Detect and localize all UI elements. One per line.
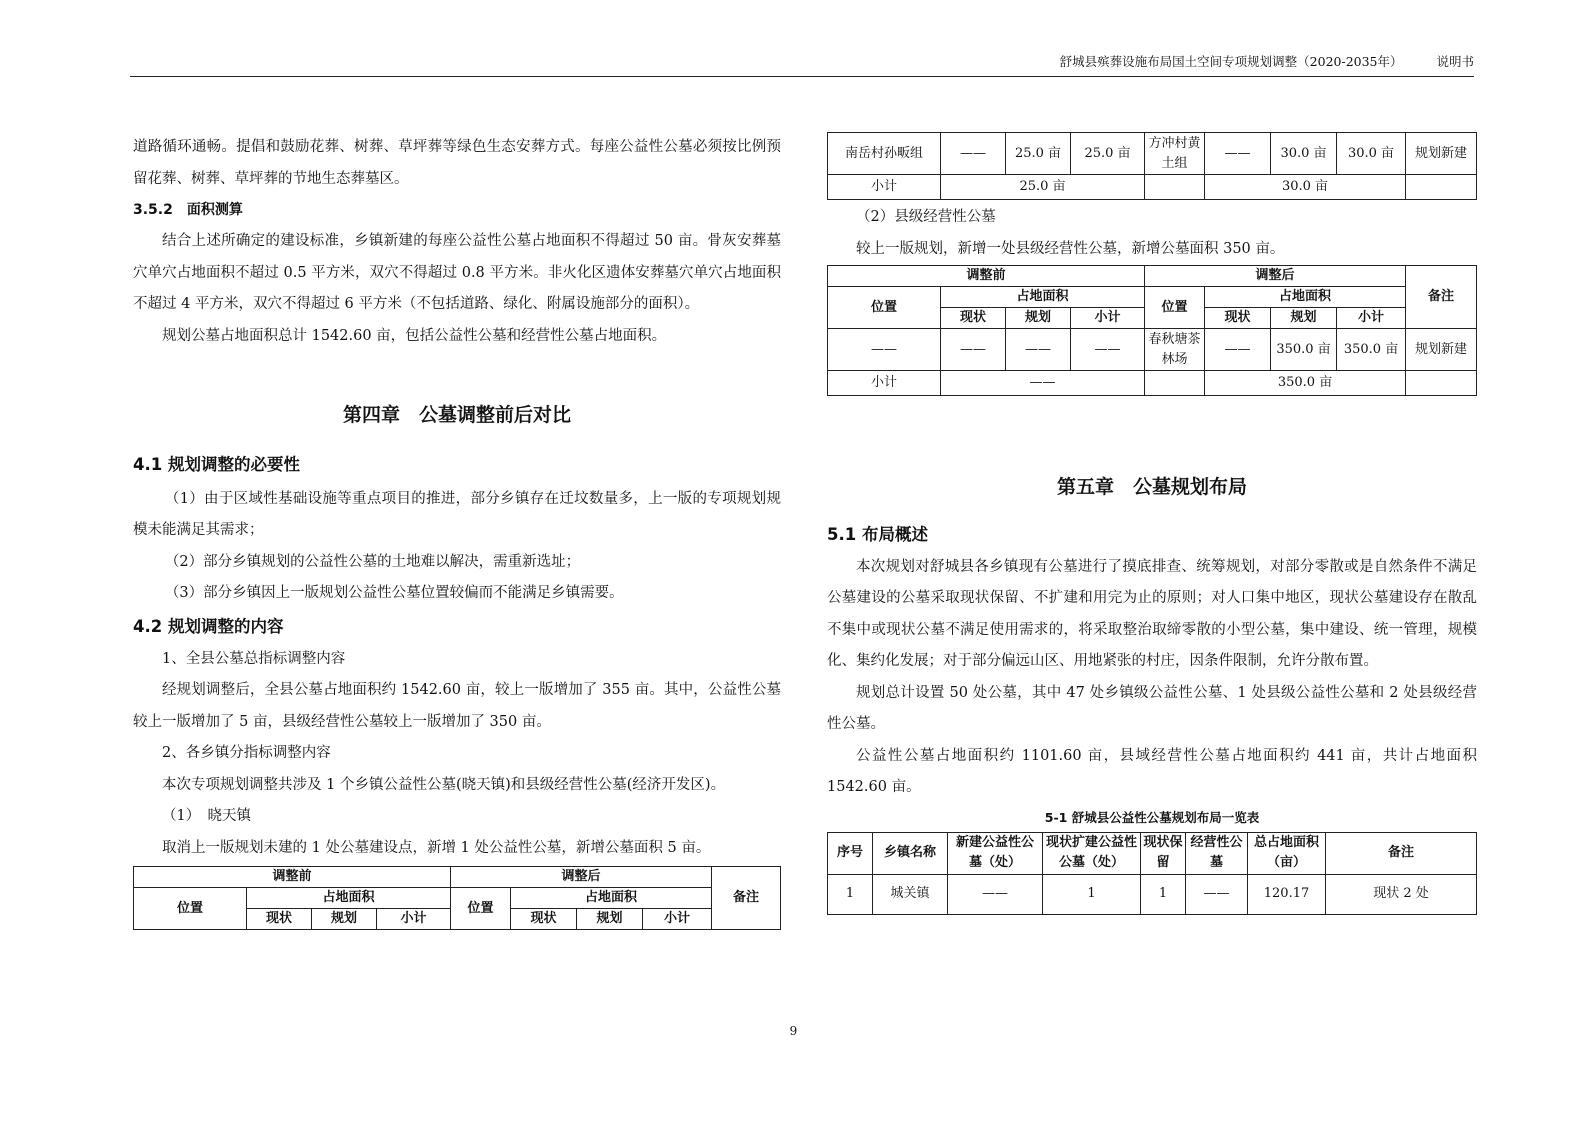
cell-plan-after: 30.0 亩 [1271, 133, 1337, 175]
cell-remark: 规划新建 [1406, 329, 1477, 371]
table-header-plan: 规划 [577, 909, 643, 930]
cell-total-area: 120.17 [1248, 874, 1326, 914]
paragraph: （1） 晓天镇 [162, 808, 251, 824]
section-heading-5-1: 5.1 布局概述 [827, 524, 928, 544]
cell-subtotal-before: 25.0 亩 [1071, 133, 1145, 175]
paragraph: 规划公墓占地面积总计 1542.60 亩，包括公益性公墓和经营性公墓占地面积。 [162, 327, 667, 344]
table-header-area: 占地面积 [941, 287, 1145, 308]
cell-status-after: —— [1205, 329, 1271, 371]
cell-status-before: —— [941, 329, 1006, 371]
cell-subtotal-before: —— [1071, 329, 1145, 371]
cell-location-after: 方冲村黄土组 [1145, 133, 1205, 175]
table-header-town: 乡镇名称 [873, 832, 948, 874]
chapter-title-5: 第五章 公墓规划布局 [1056, 476, 1247, 498]
paragraph: 较上一版规划，新增一处县级经营性公墓，新增公墓面积 350 亩。 [856, 240, 1285, 257]
paragraph: 规划总计设置 50 处公墓，其中 47 处乡镇级公益性公墓、1 处县级公益性公墓和 2 处县级经营性公墓。 [827, 684, 1477, 732]
right-column [827, 132, 1477, 915]
table-header-plan: 规划 [312, 909, 377, 930]
table-header-location: 位置 [828, 287, 941, 329]
header-doc-type: 说明书 [1436, 54, 1474, 69]
table-header-after: 调整后 [451, 867, 712, 888]
cell-location-after: 春秋塘茶林场 [1145, 329, 1205, 371]
cell-subtotal-after: 350.0 亩 [1337, 329, 1406, 371]
adjustment-table-header [133, 866, 781, 930]
cell-total-label: 小计 [828, 371, 941, 396]
table-header-area: 占地面积 [247, 888, 451, 909]
cell-total-before: —— [941, 371, 1145, 396]
paragraph: 结合上述所确定的建设标准，乡镇新建的每座公益性公墓占地面积不得超过 50 亩。骨灰安葬墓穴单穴占地面积不超过 0.5 平方米，双穴不得超过 0.8 平方米。非火化区遗体安葬墓穴单穴占地面积不超过 4 平方米，双穴不得超过 6 平方米（不包括道路、绿化、附属设施部分的面积）。 [133, 233, 781, 312]
table-header-remark: 备注 [712, 867, 781, 930]
table-header-location: 位置 [451, 888, 511, 930]
cell-commercial: —— [1186, 874, 1248, 914]
cell-plan-before: —— [1006, 329, 1071, 371]
cell-new-public: —— [948, 874, 1043, 914]
cell-total-before: 25.0 亩 [941, 175, 1145, 200]
table-row [828, 133, 1477, 175]
paragraph: 经规划调整后，全县公墓占地面积约 1542.60 亩，较上一版增加了 355 亩。其中，公益性公墓较上一版增加了 5 亩，县级经营性公墓较上一版增加了 350 亩。 [133, 682, 781, 730]
section-heading-4-1: 4.1 规划调整的必要性 [133, 454, 300, 474]
table-total-row [828, 371, 1477, 396]
cell-town: 城关镇 [873, 874, 948, 914]
paragraph: 公益性公墓占地面积约 1101.60 亩，县域经营性公墓占地面积约 441 亩，共计占地面积 1542.60 亩。 [827, 747, 1477, 795]
table-header-subtotal: 小计 [1337, 308, 1406, 329]
table-header-after: 调整后 [1145, 266, 1406, 287]
table-caption: 5-1 舒城县公益性公墓规划布局一览表 [1044, 809, 1260, 825]
cell-total-after: 30.0 亩 [1205, 175, 1406, 200]
table-header-subtotal: 小计 [377, 909, 451, 930]
cell-plan-before: 25.0 亩 [1006, 133, 1071, 175]
paragraph: 道路循环通畅。提倡和鼓励花葬、树葬、草坪葬等绿色生态安葬方式。每座公益性公墓必须按比例预留花葬、树葬、草坪葬的节地生态葬墓区。 [133, 139, 781, 187]
paragraph: （2）县级经营性公墓 [856, 209, 996, 225]
paragraph: 1、全县公墓总指标调整内容 [162, 650, 346, 667]
table-header-remark: 备注 [1406, 266, 1477, 329]
paragraph: 本次专项规划调整共涉及 1 个乡镇公益性公墓(晓天镇)和县级经营性公墓(经济开发区)。 [162, 776, 726, 793]
cell-location-before: 南岳村孙畈组 [828, 133, 941, 175]
table-header-plan: 规划 [1006, 308, 1071, 329]
table-row [828, 874, 1477, 914]
cell-location-before: —— [828, 329, 941, 371]
table-header-new-public: 新建公益性公墓（处） [948, 832, 1043, 874]
paragraph: （3）部分乡镇因上一版规划公益性公墓位置较偏而不能满足乡镇需要。 [164, 585, 624, 601]
table-header-area: 占地面积 [1205, 287, 1406, 308]
cell-remark: 规划新建 [1406, 133, 1477, 175]
section-heading-3-5-2: 3.5.2 面积测算 [133, 202, 243, 218]
page-number: 9 [789, 1024, 798, 1038]
table-total-row [828, 175, 1477, 200]
table-header-status: 现状 [941, 308, 1006, 329]
cell-index: 1 [828, 874, 873, 914]
cell-expand-public: 1 [1043, 874, 1141, 914]
paragraph: （1）由于区域性基础设施等重点项目的推进，部分乡镇存在迁坟数量多，上一版的专项规划规模未能满足其需求； [133, 490, 781, 538]
cell-total-after: 350.0 亩 [1205, 371, 1406, 396]
county-table [827, 265, 1477, 396]
table-header-status: 现状 [511, 909, 577, 930]
table-row [828, 329, 1477, 371]
table-header-area: 占地面积 [511, 888, 712, 909]
table-header-retained: 现状保留 [1141, 832, 1186, 874]
table-header-subtotal: 小计 [643, 909, 712, 930]
page-header [130, 52, 1474, 77]
table-header-commercial: 经营性公墓 [1186, 832, 1248, 874]
left-column [133, 132, 781, 930]
table-header-expand-public: 现状扩建公益性公墓（处） [1043, 832, 1141, 874]
chapter-title-4: 第四章 公墓调整前后对比 [342, 404, 571, 426]
paragraph: 取消上一版规划未建的 1 处公墓建设点，新增 1 处公益性公墓，新增公墓面积 5 亩。 [162, 839, 711, 856]
cell-retained: 1 [1141, 874, 1186, 914]
header-title: 舒城县殡葬设施布局国土空间专项规划调整（2020-2035年） [1059, 54, 1403, 69]
cemetery-layout-table [827, 832, 1477, 915]
table-header-status: 现状 [247, 909, 312, 930]
cell-status-after: —— [1205, 133, 1271, 175]
cell-plan-after: 350.0 亩 [1271, 329, 1337, 371]
table-header-total-area: 总占地面积（亩） [1248, 832, 1326, 874]
table-header-before: 调整前 [828, 266, 1145, 287]
section-heading-4-2: 4.2 规划调整的内容 [133, 616, 284, 636]
table-header-before: 调整前 [134, 867, 451, 888]
table-header-location: 位置 [134, 888, 247, 930]
paragraph: （2）部分乡镇规划的公益性公墓的土地难以解决，需重新选址； [164, 553, 581, 570]
table-header-plan: 规划 [1271, 308, 1337, 329]
cell-total-label: 小计 [828, 175, 941, 200]
xiaotian-table [827, 132, 1477, 200]
table-header-remark: 备注 [1326, 832, 1477, 874]
paragraph: 本次规划对舒城县各乡镇现有公墓进行了摸底排查、统筹规划，对部分零散或是自然条件不满足公墓建设的公墓采取现状保留、不扩建和用完为止的原则；对人口集中地区，现状公墓建设存在散乱不集中或现状公墓不满足使用需求的，将采取整治取缔零散的小型公墓，集中建设、统一管理，规模化、集约化发展；对于部分偏远山区、用地紧张的村庄，因条件限制，允许分散布置。 [827, 558, 1477, 669]
cell-subtotal-after: 30.0 亩 [1337, 133, 1406, 175]
table-header-index: 序号 [828, 832, 873, 874]
table-header-location: 位置 [1145, 287, 1205, 329]
table-header-status: 现状 [1205, 308, 1271, 329]
paragraph: 2、各乡镇分指标调整内容 [162, 745, 331, 761]
table-header-subtotal: 小计 [1071, 308, 1145, 329]
cell-status-before: —— [941, 133, 1006, 175]
cell-remark: 现状 2 处 [1326, 874, 1477, 914]
